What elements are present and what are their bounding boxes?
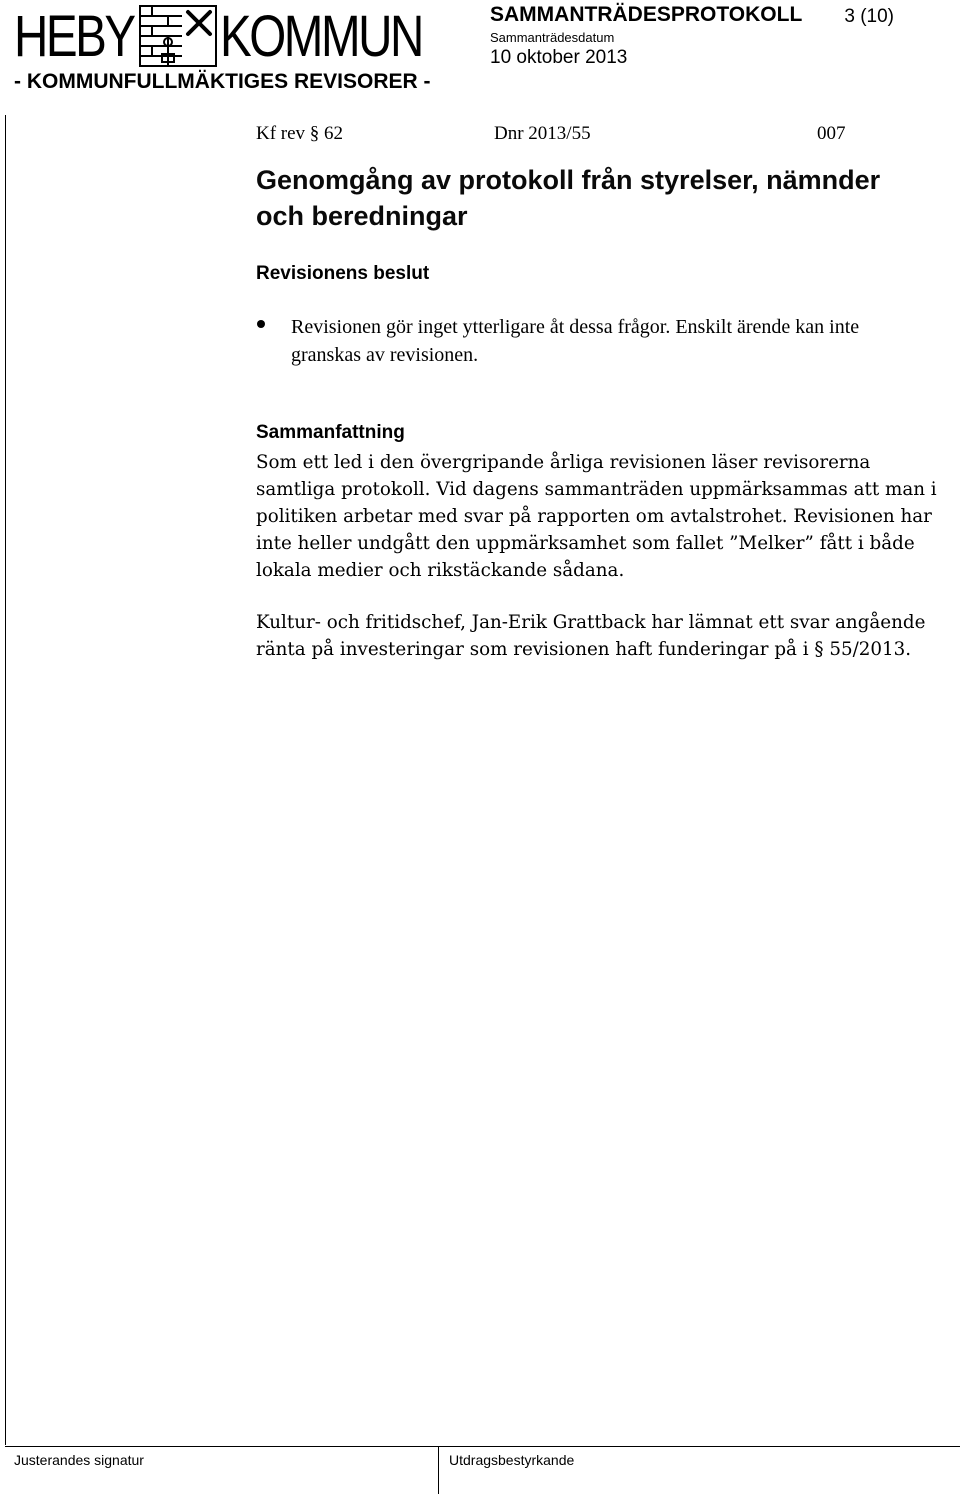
case-title: Genomgång av protokoll från styrelser, nämnder och beredningar <box>256 165 881 231</box>
case-dnr: Dnr 2013/55 <box>494 123 591 144</box>
page-number: 3 (10) <box>844 6 894 27</box>
footer-rule <box>5 1446 960 1447</box>
case-reference: Kf rev § 62 <box>256 123 344 144</box>
certification-label: Utdragsbestyrkande <box>449 1452 575 1468</box>
bullet-icon <box>257 320 265 328</box>
decision-heading: Revisionens beslut <box>256 263 430 284</box>
organization-subtitle: - KOMMUNFULLMÄKTIGES REVISORER - <box>14 70 431 93</box>
protocol-title: SAMMANTRÄDESPROTOKOLL <box>490 3 803 26</box>
meeting-date-label: Sammanträdesdatum <box>490 30 615 45</box>
logo-text-kommun: KOMMUN <box>220 4 422 69</box>
summary-paragraph-1: Som ett led i den övergripande årliga revisionen läser revisorerna samtliga protokoll. Vid dagens sammanträden uppmärksammas att man i politiken arbetar med svar på rapporten om avtalstrohet. Revisionen har inte heller undgått den uppmärksamhet som fallet ”Melker” fått i både lokala medier och rikstäckande sådana. <box>256 452 937 581</box>
logo-text-heby: HEBY <box>14 4 134 69</box>
summary-paragraph-2: Kultur- och fritidschef, Jan-Erik Grattback har lämnat ett svar angående ränta på investeringar som revisionen haft funderingar på i § 55/2013. <box>256 612 926 660</box>
summary-heading: Sammanfattning <box>256 422 405 443</box>
case-code: 007 <box>817 123 846 144</box>
decision-bullet: Revisionen gör inget ytterligare åt dessa frågor. Enskilt ärende kan inte granskas av revisionen. <box>291 316 860 366</box>
signature-label: Justerandes signatur <box>14 1452 144 1468</box>
footer-separator <box>438 1446 439 1494</box>
municipal-crest-icon <box>138 4 218 68</box>
meeting-date-value: 10 oktober 2013 <box>490 47 628 68</box>
heby-kommun-logo <box>14 4 422 69</box>
left-margin-rule <box>5 115 6 1445</box>
